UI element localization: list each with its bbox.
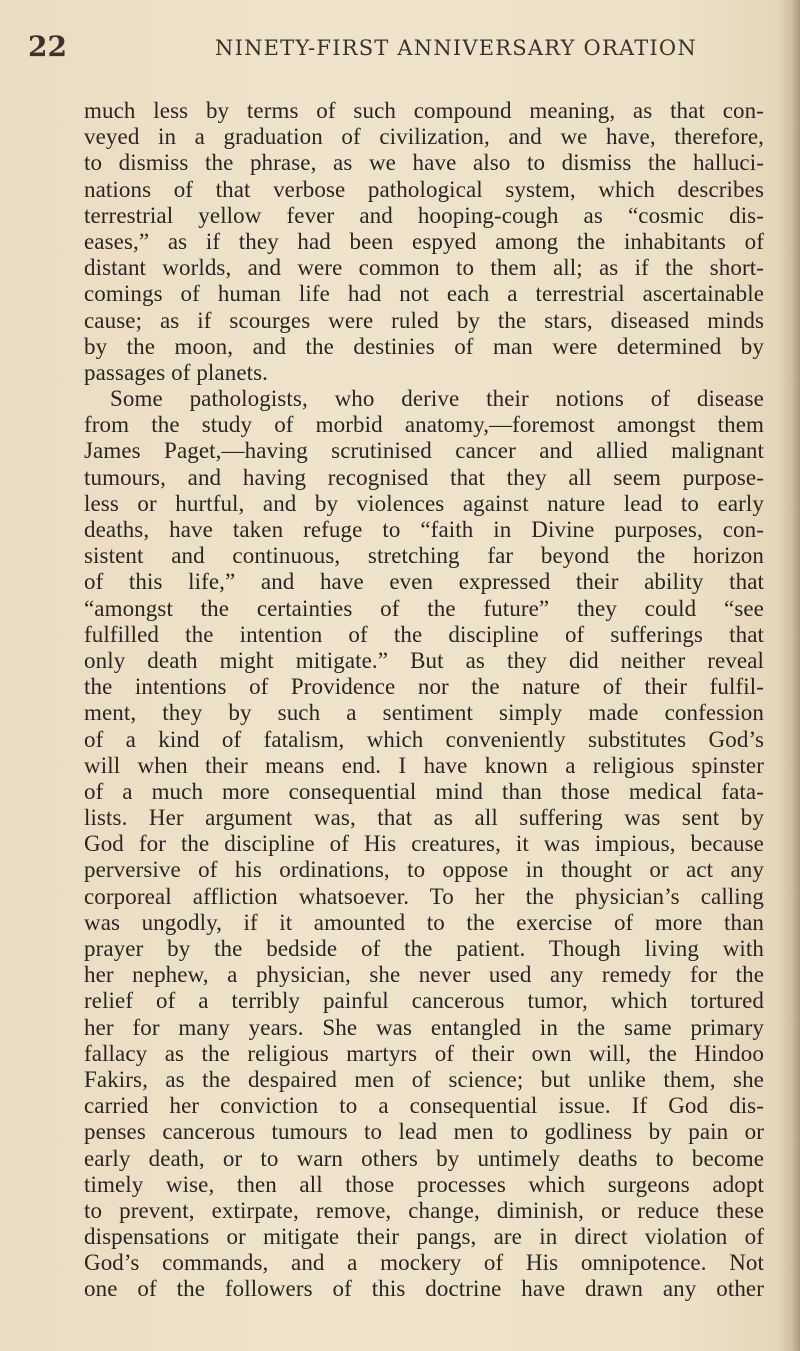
text-line: her for many years. She was entangled in the same primary: [84, 1014, 764, 1040]
text-line: passages of planets.: [84, 359, 269, 385]
text-line: fallacy as the religious martyrs of their own will, the Hindoo: [84, 1040, 764, 1066]
text-line: Fakirs, as the despaired men of science; but unlike them, she: [84, 1066, 764, 1092]
text-line: fulfilled the intention of the discipline of sufferings that: [84, 621, 764, 647]
body-text: [84, 98, 764, 1303]
paragraph-2: [84, 386, 764, 1303]
text-line: dispensations or mitigate their pangs, are in direct violation of: [84, 1224, 764, 1250]
text-line: was ungodly, if it amounted to the exercise of more than: [84, 909, 764, 935]
text-line: prayer by the bedside of the patient. Though living with: [84, 936, 764, 961]
text-line: God for the discipline of His creatures, it was impious, because: [84, 831, 764, 857]
text-line: Some pathologists, who derive their notions of disease: [110, 386, 764, 412]
text-line: comings of human life had not each a terrestrial ascertainable: [84, 281, 764, 307]
text-line: to dismiss the phrase, as we have also to dismiss the halluci-: [84, 150, 764, 176]
text-line: of a much more consequential mind than those medical fata-: [84, 778, 764, 804]
text-line: only death might mitigate.” But as they did neither reveal: [84, 647, 764, 673]
text-line: sistent and continuous, stretching far beyond the horizon: [84, 543, 764, 569]
text-line: to prevent, extirpate, remove, change, diminish, or reduce these: [84, 1197, 764, 1223]
text-line: by the moon, and the destinies of man were determined by: [84, 333, 764, 359]
text-line: timely wise, then all those processes which surgeons adopt: [84, 1171, 764, 1197]
text-line: eases,” as if they had been espyed among the inhabitants of: [84, 228, 764, 254]
text-line: one of the followers of this doctrine have drawn any other: [84, 1276, 764, 1302]
text-line: tumours, and having recognised that they all seem purpose-: [84, 464, 764, 490]
text-line: ment, they by such a sentiment simply made confession: [84, 700, 764, 726]
text-line: veyed in a graduation of civilization, and we have, therefore,: [84, 124, 764, 150]
text-line: perversive of his ordinations, to oppose in thought or act any: [84, 857, 764, 883]
text-line: of a kind of fatalism, which conveniently substitutes God’s: [84, 726, 764, 752]
text-line: penses cancerous tumours to lead men to godliness by pain or: [84, 1119, 764, 1145]
text-line: James Paget,—having scrutinised cancer and allied malignant: [84, 438, 764, 464]
page-number: 22: [28, 30, 67, 63]
text-line: God’s commands, and a mockery of His omnipotence. Not: [84, 1250, 764, 1276]
text-line: carried her conviction to a consequential issue. If God dis-: [84, 1093, 764, 1119]
text-line: her nephew, a physician, she never used any remedy for the: [84, 962, 764, 988]
text-line: lists. Her argument was, that as all suffering was sent by: [84, 805, 764, 831]
text-line: the intentions of Providence nor the nature of their fulfil-: [84, 674, 764, 700]
text-line: “amongst the certainties of the future” they could “see: [84, 595, 764, 621]
paragraph-1: [84, 98, 764, 386]
running-head: NINETY-FIRST ANNIVERSARY ORATION: [215, 36, 697, 60]
text-line: deaths, have taken refuge to “faith in Divine purposes, con-: [84, 517, 764, 542]
text-line: nations of that verbose pathological system, which describes: [84, 176, 764, 202]
text-line: terrestrial yellow fever and hooping-cough as “cosmic dis-: [84, 202, 764, 228]
text-line: distant worlds, and were common to them all; as if the short-: [84, 255, 764, 281]
text-line: will when their means end. I have known a religious spinster: [84, 752, 764, 778]
text-line: from the study of morbid anatomy,—foremost amongst them: [84, 412, 764, 438]
text-line: relief of a terribly painful cancerous tumor, which tortured: [84, 988, 764, 1014]
text-line: cause; as if scourges were ruled by the stars, diseased minds: [84, 307, 764, 333]
text-line: much less by terms of such compound meaning, as that con-: [84, 98, 764, 123]
page-edge-shadow: [778, 0, 800, 1351]
text-line: early death, or to warn others by untimely deaths to become: [84, 1145, 764, 1171]
text-line: less or hurtful, and by violences against nature lead to early: [84, 490, 764, 516]
text-line: corporeal affliction whatsoever. To her the physician’s calling: [84, 883, 764, 909]
page-header: [0, 30, 800, 70]
text-line: of this life,” and have even expressed their ability that: [84, 569, 764, 595]
